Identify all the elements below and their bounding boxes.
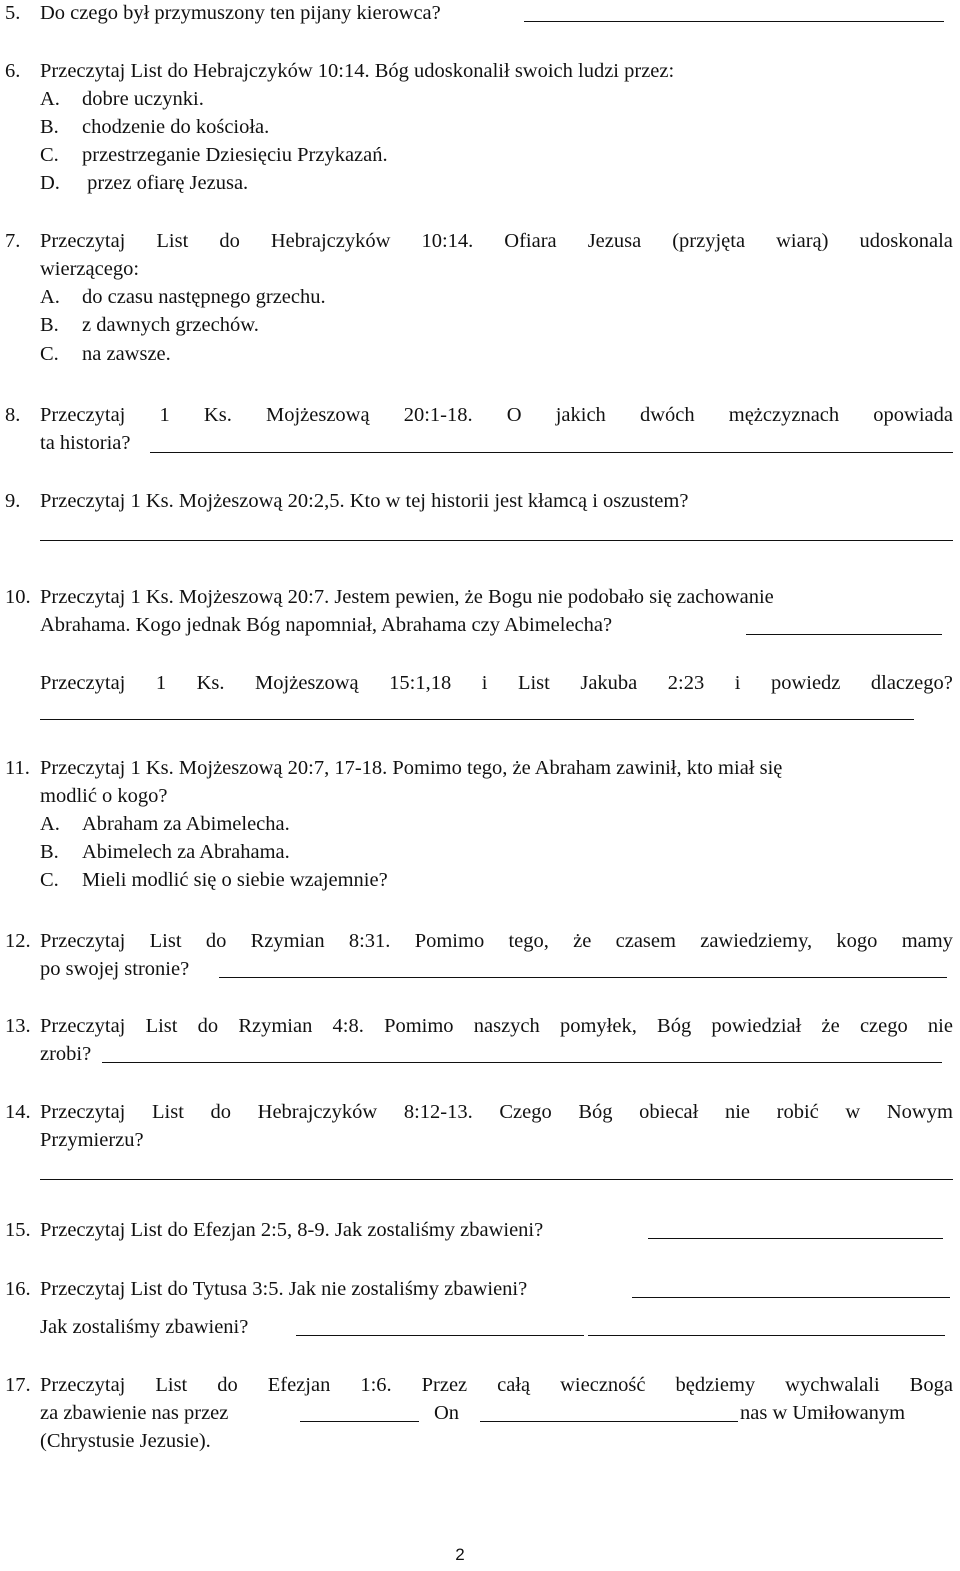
word: Rzymian (238, 1015, 313, 1037)
question-10-line-3 (0, 670, 960, 696)
word: 1 (155, 672, 167, 694)
word: 1 (159, 404, 170, 426)
question-6-line (0, 58, 960, 84)
word: Pomimo (384, 1015, 454, 1037)
answer-blank[interactable] (40, 719, 914, 720)
option-text: przez ofiarę Jezusa. (82, 172, 249, 194)
word: opowiada (873, 404, 953, 426)
word: powiedział (711, 1015, 802, 1037)
word: Czego (499, 1101, 552, 1123)
option-c (0, 142, 960, 168)
answer-blank[interactable] (746, 634, 942, 635)
word: do (210, 1101, 232, 1123)
word: List (517, 672, 550, 694)
option-b (0, 839, 960, 865)
question-number: 12. (5, 930, 31, 952)
option-text: na zawsze. (82, 343, 171, 365)
word: kogo (836, 930, 878, 952)
word: powiedz (770, 672, 841, 694)
word: Przeczytaj (40, 230, 126, 252)
question-10-line (0, 584, 960, 610)
word: Bóg (657, 1015, 692, 1037)
word: 8:12-13. (403, 1101, 473, 1123)
word: Przeczytaj (40, 404, 126, 426)
option-c (0, 867, 960, 893)
question-number: 10. (5, 586, 31, 608)
answer-blank[interactable] (632, 1297, 950, 1298)
word: że (821, 1015, 840, 1037)
answer-blank[interactable] (648, 1238, 943, 1239)
question-number: 9. (5, 490, 21, 512)
question-number: 13. (5, 1015, 31, 1037)
word: naszych (473, 1015, 540, 1037)
word: nie (724, 1101, 751, 1123)
question-text: Do czego był przymuszony ten pijany kierowca? (40, 2, 441, 24)
option-text: z dawnych grzechów. (82, 314, 259, 336)
word: Ks. (196, 672, 225, 694)
option-letter: A. (40, 286, 60, 308)
question-number: 11. (5, 757, 30, 779)
word: Pomimo (414, 930, 485, 952)
question-text: Przeczytaj List do Efezjan 2:5, 8-9. Jak zostaliśmy zbawieni? (40, 1219, 544, 1241)
word: zawiedziemy, (700, 930, 813, 952)
word: w (845, 1101, 861, 1123)
option-text: do czasu następnego grzechu. (82, 286, 326, 308)
answer-blank[interactable] (40, 1179, 953, 1180)
question-14-line-2 (0, 1127, 960, 1153)
question-text (40, 1013, 953, 1039)
option-text: Abimelech za Abrahama. (82, 841, 290, 863)
question-11-line-2 (0, 783, 960, 809)
question-number: 14. (5, 1101, 31, 1123)
option-text: Abraham za Abimelecha. (82, 813, 290, 835)
question-number: 6. (5, 60, 21, 82)
word: i (481, 672, 488, 694)
option-text: dobre uczynki. (82, 88, 204, 110)
word: Jezusa (587, 230, 642, 252)
question-9-line (0, 488, 960, 514)
word: że (573, 930, 592, 952)
word: do (205, 930, 227, 952)
question-text: Przeczytaj 1 Ks. Mojżeszową 20:2,5. Kto w tej historii jest kłamcą i oszustem? (40, 490, 689, 512)
word: tego, (508, 930, 549, 952)
question-17-line (0, 1372, 960, 1398)
question-text: po swojej stronie? (40, 958, 190, 980)
question-text: modlić o kogo? (40, 785, 168, 807)
word: Nowym (886, 1101, 953, 1123)
question-text (40, 928, 953, 954)
word: Przeczytaj (40, 930, 126, 952)
answer-blank[interactable] (296, 1335, 584, 1336)
option-letter: B. (40, 314, 59, 336)
word: 15:1,18 (389, 672, 452, 694)
question-number: 5. (5, 2, 21, 24)
question-text: Przeczytaj 1 Ks. Mojżeszową 20:7, 17-18. Pomimo tego, że Abraham zawinił, kto miał się (40, 757, 783, 779)
word: 20:1-18. (403, 404, 473, 426)
word: Przeczytaj (40, 1374, 126, 1396)
word: Jakuba (580, 672, 638, 694)
answer-blank[interactable] (524, 21, 944, 22)
word: Efezjan (267, 1374, 331, 1396)
option-a (0, 811, 960, 837)
question-number: 17. (5, 1374, 31, 1396)
answer-blank[interactable] (102, 1062, 942, 1063)
word: i (734, 672, 741, 694)
option-d (0, 170, 960, 196)
word: mamy (901, 930, 953, 952)
word: Rzymian (250, 930, 325, 952)
word: czasem (615, 930, 676, 952)
question-number: 8. (5, 404, 21, 426)
word: 4:8. (332, 1015, 364, 1037)
word: Przez (421, 1374, 468, 1396)
word: (przyjęta (672, 230, 746, 252)
question-text: Przeczytaj List do Hebrajczyków 10:14. Bóg udoskonalił swoich ludzi przez: (40, 60, 675, 82)
question-8-line (0, 402, 960, 428)
word: Ofiara (504, 230, 557, 252)
question-text: wierzącego: (40, 258, 140, 280)
word: List (152, 1101, 184, 1123)
option-b (0, 114, 960, 140)
question-13-line-2 (0, 1041, 960, 1067)
answer-blank[interactable] (150, 452, 953, 453)
word: Hebrajczyków (257, 1101, 378, 1123)
question-7-line-2 (0, 256, 960, 282)
question-text: nas w Umiłowanym (740, 1402, 906, 1424)
option-b (0, 312, 960, 338)
word: Hebrajczyków (270, 230, 391, 252)
word: do (197, 1015, 219, 1037)
option-letter: A. (40, 88, 60, 110)
question-15-line (0, 1217, 960, 1243)
word: Przeczytaj (40, 1101, 126, 1123)
question-16-line (0, 1276, 960, 1302)
question-16-line-2 (0, 1314, 960, 1340)
word: List (149, 930, 182, 952)
word: do (219, 230, 240, 252)
word: będziemy (675, 1374, 756, 1396)
word: Ks. (203, 404, 232, 426)
question-12-line (0, 928, 960, 954)
question-5-line (0, 0, 960, 26)
word: Boga (909, 1374, 953, 1396)
question-12-line-2 (0, 956, 960, 982)
word: całą (497, 1374, 531, 1396)
word: O (506, 404, 522, 426)
word: czego (859, 1015, 908, 1037)
word: List (155, 1374, 188, 1396)
word: dwóch (639, 404, 695, 426)
answer-blank[interactable] (480, 1421, 738, 1422)
option-letter: D. (40, 172, 60, 194)
question-text: (Chrystusie Jezusie). (40, 1430, 211, 1452)
option-letter: B. (40, 841, 59, 863)
option-text: Mieli modlić się o siebie wzajemnie? (82, 869, 388, 891)
question-text (40, 228, 953, 254)
word: wieczność (560, 1374, 646, 1396)
question-number: 7. (5, 230, 21, 252)
word: wiarą) (776, 230, 829, 252)
word: 10:14. (421, 230, 474, 252)
word: Mojżeszową (265, 404, 370, 426)
answer-blank[interactable] (300, 1421, 419, 1422)
question-17-line-3 (0, 1428, 960, 1454)
page-number: 2 (455, 1545, 465, 1564)
question-text: ta historia? (40, 432, 131, 454)
option-letter: A. (40, 813, 60, 835)
question-text: Przeczytaj List do Tytusa 3:5. Jak nie zostaliśmy zbawieni? (40, 1278, 528, 1300)
question-text (40, 402, 953, 428)
word: obiecał (639, 1101, 699, 1123)
question-text: Abrahama. Kogo jednak Bóg napomniał, Abrahama czy Abimelecha? (40, 614, 613, 636)
word: mężczyznach (728, 404, 840, 426)
word: 1:6. (360, 1374, 392, 1396)
question-text (40, 1372, 953, 1398)
word: Przeczytaj (40, 672, 126, 694)
word: wychwalali (785, 1374, 880, 1396)
option-a (0, 86, 960, 112)
question-17-line-2 (0, 1400, 960, 1426)
question-13-line (0, 1013, 960, 1039)
question-14-line (0, 1099, 960, 1125)
question-text: On (434, 1402, 460, 1424)
word: 2:23 (667, 672, 705, 694)
option-letter: C. (40, 144, 59, 166)
word: nie (927, 1015, 953, 1037)
question-text: zrobi? (40, 1043, 92, 1065)
word: udoskonala (859, 230, 953, 252)
question-text (40, 1099, 953, 1125)
option-letter: C. (40, 343, 59, 365)
question-text: Przymierzu? (40, 1129, 144, 1151)
word: pomyłek, (559, 1015, 637, 1037)
word: robić (776, 1101, 819, 1123)
option-text: przestrzeganie Dziesięciu Przykazań. (82, 144, 388, 166)
word: List (156, 230, 189, 252)
word: 8:31. (348, 930, 391, 952)
option-c (0, 341, 960, 367)
word: do (217, 1374, 238, 1396)
word: dlaczego? (870, 672, 953, 694)
question-number: 16. (5, 1278, 31, 1300)
answer-blank[interactable] (219, 977, 947, 978)
question-text: za zbawienie nas przez (40, 1402, 229, 1424)
word: jakich (555, 404, 606, 426)
question-7-line (0, 228, 960, 254)
question-text: Jak zostaliśmy zbawieni? (40, 1316, 249, 1338)
word: List (145, 1015, 178, 1037)
answer-blank[interactable] (588, 1335, 945, 1336)
question-11-line (0, 755, 960, 781)
word: Mojżeszową (255, 672, 359, 694)
word: Bóg (578, 1101, 613, 1123)
question-number: 15. (5, 1219, 31, 1241)
option-a (0, 284, 960, 310)
question-text (40, 670, 953, 696)
option-letter: B. (40, 116, 59, 138)
answer-blank[interactable] (40, 540, 953, 541)
option-letter: C. (40, 869, 59, 891)
question-text: Przeczytaj 1 Ks. Mojżeszową 20:7. Jestem pewien, że Bogu nie podobało się zachowanie (40, 586, 774, 608)
option-text: chodzenie do kościoła. (82, 116, 270, 138)
word: Przeczytaj (40, 1015, 126, 1037)
